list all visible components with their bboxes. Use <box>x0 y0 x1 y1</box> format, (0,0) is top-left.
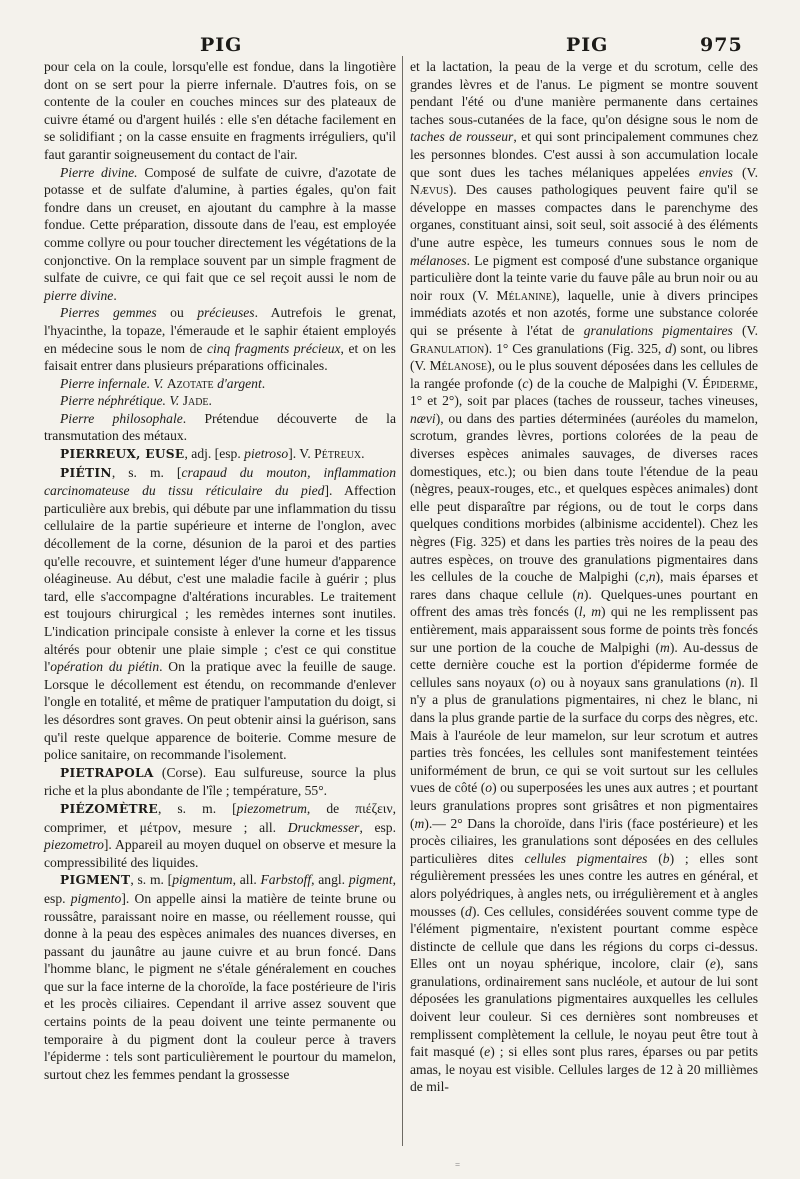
entry-continuation: pour cela on la coule, lorsqu'elle est fondue, dans la lingotière dont on se sert pour la pierre infernale. D'autres fois, on se contente de la couler en couches minces sur des plateaux de cuivre étamé ou d'argent huilés : elle s'en détache facilement en se solidifiant ; on la casse ensuite en fragments irréguliers, qu'il faut garantir soigneusement du contact de l'air. <box>44 59 396 162</box>
entry-pierre-nephretique: Pierre néphrétique. V. Jade. <box>60 393 212 409</box>
right-column <box>410 58 758 1096</box>
footer-mark: = <box>455 1160 461 1170</box>
running-head-left: PIG <box>200 34 243 56</box>
entry-pigment: PIGMENT, s. m. [pigmentum, all. Farbstoff, angl. pigment, esp. pigmento]. On appelle ainsi la matière de teinte brune ou roussâtre, paraissant noire en masse, ou réellement rousse, qui donne à la peau des espèces animales des nuances diverses, en passant du jaunâtre au jaune cuivre et au brun foncé. Dans l'homme blanc, le pigment ne s'étale généralement en couches que sur la face interne de la choroïde, la face postérieure de l'iris et les procès ciliaires. Cependant il arrive assez souvent que certains points de la peau doivent une teinte permanente ou temporaire à du pigment dont la couleur perce à travers l'épiderme : tels sont particulièrement le pourtour du mamelon, surtout chez les femmes pendant la grossesse <box>44 872 397 1082</box>
entry-pigment-continued: et la lactation, la peau de la verge et du scrotum, celle des grandes lèvres et de l'anus. Le pigment se montre souvent pendant l'été ou d'une manière permanente dans certaines taches sous-cutanées de la face, qu'on désigne sous le nom de taches de rousseur, et qui sont principalement communes chez les personnes blondes. C'est aussi à son accumulation locale que sont dues les taches mélaniques appelées envies (V. Nævus). Des causes pathologiques peuvent faire qu'il se développe en masses compactes dans le parenchyme des organes, constituant ainsi, soit seul, soit associé à des éléments d'une autre espèce, les tumeurs connues sous le nom de mélanoses. Le pigment est composé d'une substance organique particulière dont la teinte varie du fauve pâle au brun noir ou au noir roux (V. Mélanine), laquelle, unie à divers principes immédiats azotés et non azotés, forme une substance colorée qui se présente à l'état de granulations pigmentaires (V. Granulation). 1° Ces granulations (Fig. 325, d) sont, ou libres (V. Mélanose), ou le plus souvent déposées dans les cellules de la rangée profonde (c) de la couche de Malpighi (V. Épiderme, 1° et 2°), soit par places (taches de rousseur, taches vineuses, nævi), ou dans des parties déterminées (auréoles du mamelon, scrotum, grandes lèvres, portions colorées de la peau de diverses espèces animales sauvages, de diverses races domestiques, etc.); ou bien dans toute l'étendue de la peau (nègres, peaux-rouges, etc., et quelques espèces animales) dont elle peut disparaître par régions, ou de tout le corps dans quelques conditions morbides (albinisme accidentel). Chez les nègres (Fig. 325) et dans les parties très noires de la peau des autres espèces, on trouve des granulations pigmentaires dans les cellules de la couche de Malpighi (c,n), mais éparses et rares dans chaque cellule (n). Quelques-unes pourtant en offrent des amas très foncés (l, m) qui ne les remplissent pas entièrement, mais apparaissent sous forme de points très foncés sur une portion de la couche de Malpighi (m). Au-dessus de cette dernière couche est la portion d'épiderme formée de cellules sans noyaux (o) ou à noyaux sans granulations (n). Il n'y a plus de granulations pigmentaires, ni chez le blanc, ni dans la plus grande partie de la surface du corps des nègres, etc. Mais à l'auréole de leur mamelon, sur leur scrotum et autres parties très foncées, les cellules sont manifestement teintées uniformément de brun, ce qui se voit surtout sur les cellules vues de côté (o) ou superposées les unes aux autres ; et pourtant leurs granulations propres sont grisâtres et non pigmentaires (m).— 2° Dans la choroïde, dans l'iris (face postérieure) et les procès ciliaires, les granulations sont déposées en des cellules particulières dites cellules pigmentaires (b) ; elles sont régulièrement pressées les unes contre les autres en général, et alors polyédriques, à angles nets, ou irrégulièrement et à angles mousses (d). Ces cellules, considérées souvent comme type de l'élément pigmentaire, n'existent pourtant comme espèce distincte de cellule que dans les régions du corps ci-dessus. Elles ont un noyau sphérique, incolore, clair (e), sans granulations, ordinairement sans nucléole, et autour de lui sont déposées les granulations pigmentaires auxquelles les cellules doivent leur couleur. Si ces dernières sont nombreuses et remplissent complètement la cellule, le noyau peut être tout à fait masqué (e) ; si elles sont plus rares, éparses ou par petits amas, le noyau est visible. Cellules larges de 12 à 20 millièmes de mil- <box>410 59 759 1095</box>
entry-pierre-philosophale: Pierre philosophale. Prétendue découverte de la transmutation des métaux. <box>44 410 396 444</box>
entry-pierre-infernale: Pierre infernale. V. Azotate d'argent. <box>60 375 266 391</box>
entry-pietin: PIÉTIN, s. m. [crapaud du mouton, inflammation carcinomateuse du tissu réticulaire du pied]. Affection particulière aux brebis, qui débute par une inflammation du tissu cellulaire de la partie supérieure et interne de l'onglon, avec décollement de la corne, désunion de la paroi et des parties qu'elle recouvre, et suintement léger d'une humeur d'apparence oléagineuse. Au début, c'est une maladie facile à guérir ; plus tard, elle s'accompagne d'altérations incurables. Le traitement est toujours chirurgical ; les remèdes internes sont inutiles. L'indication principale consiste à enlever la corne et les tissus altérés pour obtenir une plaie simple ; c'est ce qui constitue l'opération du piétin. On la pratique avec la feuille de sauge. Lorsque le décollement est étendu, on recommande d'enlever l'ongle en totalité, et même de pratiquer l'amputation du doigt, si les désordres sont graves. On peut obtenir ainsi la guérison, sans qu'il reste quelque apparence de boiterie. Comme mesure de police sanitaire, on recommande l'isolement. <box>44 464 396 763</box>
entry-pierreux: PIERREUX, EUSE, adj. [esp. pietroso]. V. Pétreux. <box>60 446 365 462</box>
column-divider <box>402 56 403 1146</box>
entry-pierres-gemmes: Pierres gemmes ou précieuses. Autrefois le grenat, l'hyacinthe, la topaze, l'émeraude et le saphir étaient employés en médecine sous le nom de cinq fragments précieux, et on les faisait entrer dans plusieurs préparations officinales. <box>44 305 397 374</box>
page-number: 975 <box>700 34 743 56</box>
running-head-right: PIG <box>566 34 609 56</box>
entry-pietrapola: PIETRAPOLA (Corse). Eau sulfureuse, source la plus riche et la plus abondante de l'île ; température, 55°. <box>44 764 396 799</box>
entry-piezometre: PIÉZOMÈTRE, s. m. [piezometrum, de πιέζειν, comprimer, et μέτρον, mesure ; all. Druckmesser, esp. piezometro]. Appareil au moyen duquel on observe et mesure la compressibilité des liquides. <box>44 800 396 870</box>
entry-pierre-divine: Pierre divine. Composé de sulfate de cuivre, d'azotate de potasse et de sulfate d'alumine, à parties égales, qu'on fait fondre dans un creuset, en ajoutant du camphre à la masse fondue. Cette préparation, dissoute dans de l'eau, est employée comme collyre ou pour toucher directement les végétations de la conjonctive. On la remplace souvent par un simple fragment de sulfate de cuivre, ce qui fait que ce sel reçoit aussi le nom de pierre divine. <box>44 164 396 303</box>
left-column <box>44 58 396 1083</box>
